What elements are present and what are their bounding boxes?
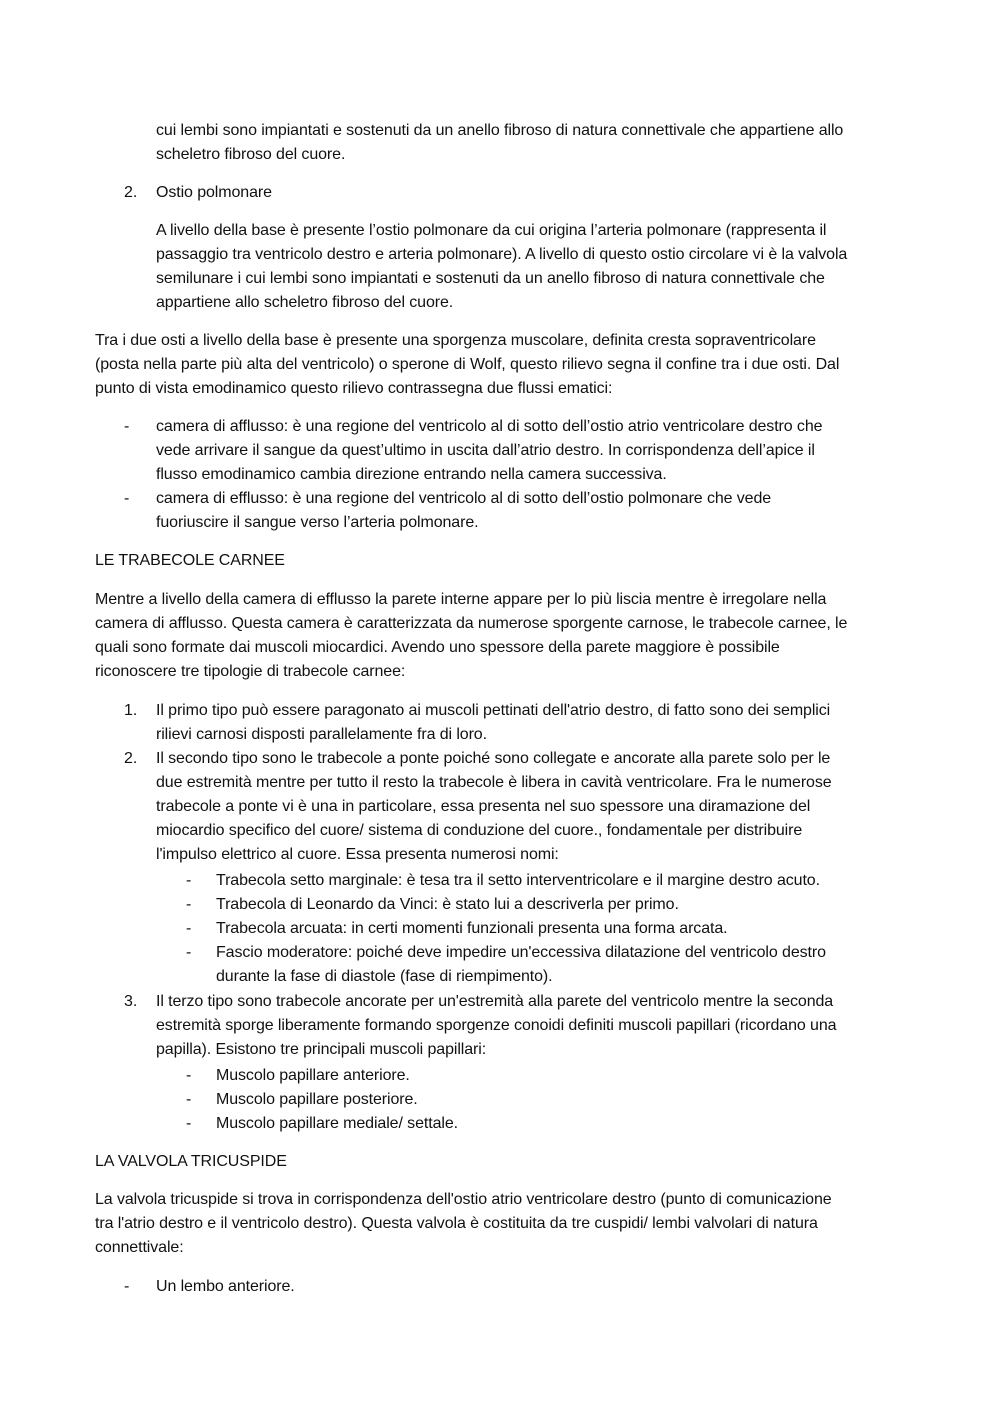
- trabecole-paragraph-line: quali sono formate dai muscoli miocardici. Avendo uno spessore della parete maggiore è possibile: [95, 639, 780, 656]
- sublist-item: Fascio moderatore: poiché deve impedire un'eccessiva dilatazione del ventricolo destro: [216, 944, 826, 961]
- sublist-item: durante la fase di diastole (fase di riempimento).: [216, 968, 553, 985]
- ostio-paragraph-line: A livello della base è presente l’ostio polmonare da cui origina l’arteria polmonare (rappresenta il: [156, 222, 827, 239]
- sublist-bullet: -: [186, 1091, 192, 1108]
- list-item: miocardio specifico del cuore/ sistema di conduzione del cuore., fondamentale per distribuire: [156, 822, 803, 839]
- sublist-bullet: -: [186, 920, 192, 937]
- list-bullet: -: [124, 418, 130, 435]
- sublist-item: Muscolo papillare posteriore.: [216, 1091, 418, 1108]
- list-item: vede arrivare il sangue da quest’ultimo in uscita dall’atrio destro. In corrispondenza dell’apice il: [156, 442, 815, 459]
- ostio-paragraph-line: appartiene allo scheletro fibroso del cuore.: [156, 294, 454, 311]
- list-item: camera di efflusso: è una regione del ventricolo al di sotto dell’ostio polmonare che vede: [156, 490, 772, 507]
- cresta-paragraph-line: punto di vista emodinamico questo rilievo contrassegna due flussi ematici:: [95, 380, 613, 397]
- list-number: 2.: [124, 750, 138, 767]
- ostio-paragraph-line: passaggio tra ventricolo destro e arteria polmonare). A livello di questo ostio circolare vi è la valvola: [156, 246, 848, 263]
- valvola-paragraph-line: connettivale:: [95, 1239, 184, 1256]
- sublist-item: Trabecola di Leonardo da Vinci: è stato lui a descriverla per primo.: [216, 896, 679, 913]
- sublist-bullet: -: [186, 1067, 192, 1084]
- list-item: Un lembo anteriore.: [156, 1278, 295, 1295]
- intro-paragraph-line: scheletro fibroso del cuore.: [156, 146, 346, 163]
- sublist-item: Trabecola setto marginale: è tesa tra il setto interventricolare e il margine destro acuto.: [216, 872, 820, 889]
- list-item: Il terzo tipo sono trabecole ancorate per un'estremità alla parete del ventricolo mentre la seconda: [156, 993, 834, 1010]
- sublist-item: Muscolo papillare anteriore.: [216, 1067, 410, 1084]
- list-item: Il secondo tipo sono le trabecole a ponte poiché sono collegate e ancorate alla parete solo per le: [156, 750, 831, 767]
- list-item: papilla). Esistono tre principali muscoli papillari:: [156, 1041, 487, 1058]
- list-item: rilievi carnosi disposti parallelamente fra di loro.: [156, 726, 487, 743]
- valvola-paragraph-line: La valvola tricuspide si trova in corrispondenza dell'ostio atrio ventricolare destro (punto di comunicazione: [95, 1191, 832, 1208]
- sublist-bullet: -: [186, 944, 192, 961]
- trabecole-paragraph-line: riconoscere tre tipologie di trabecole carnee:: [95, 663, 406, 680]
- list-bullet: -: [124, 1278, 130, 1295]
- section-heading-valvola: LA VALVOLA TRICUSPIDE: [95, 1153, 287, 1170]
- cresta-paragraph-line: (posta nella parte più alta del ventricolo) o sperone di Wolf, questo rilievo segna il confine tra i due osti. Dal: [95, 356, 840, 373]
- trabecole-paragraph-line: camera di afflusso. Questa camera è caratterizzata da numerose sporgente carnose, le trabecole carnee, le: [95, 615, 848, 632]
- sublist-item: Trabecola arcuata: in certi momenti funzionali presenta una forma arcata.: [216, 920, 728, 937]
- list-item: due estremità mentre per tutto il resto la trabecole è libera in cavità ventricolare. Fra le numerose: [156, 774, 832, 791]
- sublist-bullet: -: [186, 872, 192, 889]
- valvola-paragraph-line: tra l'atrio destro e il ventricolo destro). Questa valvola è costituita da tre cuspidi/ lembi valvolari di natura: [95, 1215, 818, 1232]
- list-number: 3.: [124, 993, 138, 1010]
- section-heading-trabecole: LE TRABECOLE CARNEE: [95, 552, 285, 569]
- list-item: camera di afflusso: è una regione del ventricolo al di sotto dell’ostio atrio ventricolare destro che: [156, 418, 823, 435]
- ostio-paragraph-line: semilunare i cui lembi sono impiantati e sostenuti da un anello fibroso di natura connettivale che: [156, 270, 825, 287]
- list-item: l'impulso elettrico al cuore. Essa presenta numerosi nomi:: [156, 846, 559, 863]
- list-item: estremità sporge liberamente formando sporgenze conoidi definiti muscoli papillari (ricordano una: [156, 1017, 837, 1034]
- list-item-title: Ostio polmonare: [156, 184, 272, 201]
- list-number: 2.: [124, 184, 138, 201]
- list-item: Il primo tipo può essere paragonato ai muscoli pettinati dell'atrio destro, di fatto sono dei semplici: [156, 702, 831, 719]
- list-bullet: -: [124, 490, 130, 507]
- trabecole-paragraph-line: Mentre a livello della camera di efflusso la parete interne appare per lo più liscia mentre è irregolare nella: [95, 591, 827, 608]
- sublist-item: Muscolo papillare mediale/ settale.: [216, 1115, 458, 1132]
- sublist-bullet: -: [186, 896, 192, 913]
- intro-paragraph-line: cui lembi sono impiantati e sostenuti da un anello fibroso di natura connettivale che appartiene allo: [156, 122, 844, 139]
- list-number: 1.: [124, 702, 138, 719]
- sublist-bullet: -: [186, 1115, 192, 1132]
- list-item: trabecole a ponte vi è una in particolare, essa presenta nel suo spessore una diramazione del: [156, 798, 811, 815]
- list-item: fuoriuscire il sangue verso l’arteria polmonare.: [156, 514, 479, 531]
- list-item: flusso emodinamico cambia direzione entrando nella camera successiva.: [156, 466, 667, 483]
- cresta-paragraph-line: Tra i due osti a livello della base è presente una sporgenza muscolare, definita cresta sopraventricolare: [95, 332, 816, 349]
